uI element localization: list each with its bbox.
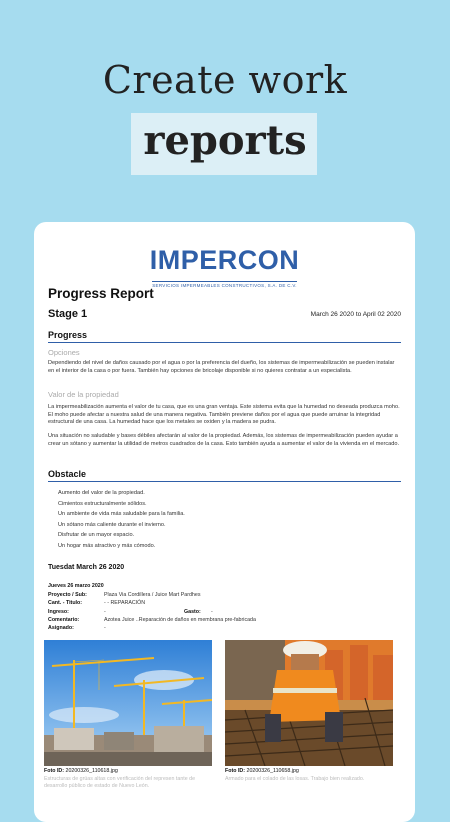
field-label: Gasto: bbox=[184, 609, 201, 615]
opciones-paragraph: Dependiendo del nivel de daños causado por el agua o por la preferencia del dueño, los sistemas de impermeabilización se pueden instalar en el interior de la casa o por fuera. También hay opciones de bricolaje disponible si no quieres contratar a un especialista. bbox=[48, 360, 395, 374]
list-item: Un hogar más atractivo y más cómodo. bbox=[58, 542, 156, 549]
field-label: Proyecto / Sub: bbox=[48, 592, 87, 598]
logo-subtitle: SERVICIOS IMPERMEABLES CONSTRUCTIVOS, S.A. DE C.V. bbox=[152, 283, 297, 288]
field-label: Asignado: bbox=[48, 625, 74, 631]
field-value: - - REPARACIÓN bbox=[104, 600, 146, 606]
report-preview-card bbox=[34, 222, 415, 822]
list-item: Un ambiente de vida más saludable para la familia. bbox=[58, 511, 185, 517]
field-label: Comentario: bbox=[48, 617, 80, 623]
photo-rebar-worker[interactable] bbox=[225, 640, 393, 766]
logo-name: IMPERCON bbox=[149, 245, 300, 275]
field-value: Plaza Via Cordillera / Juice Mart Pardhes bbox=[104, 592, 201, 598]
list-item: Cimientos estructuralmente sólidos. bbox=[58, 500, 147, 507]
list-item: Un sótano más caliente durante el invierno. bbox=[58, 521, 166, 528]
day-title: Tuesdat March 26 2020 bbox=[48, 564, 125, 571]
list-item: Aumento del valor de la propiedad. bbox=[58, 490, 145, 496]
photo-description: Armado para el colado de las losas. Trabajo bien realizado. bbox=[225, 776, 365, 782]
field-value: Azotea Juice ..Reparación de daños en membrana pre-fabricada bbox=[104, 617, 256, 623]
valor-paragraph-2: Una situación no saludable y bases débiles afectarán al valor de la propiedad. Además, los sistemas de impermeabilización pueden ayudar a crear un sótano y aumentar la utilidad de metros cuadrados de la casa. Esto también ayuda a aumentar el valor de la vivienda en el mercado. bbox=[48, 433, 400, 447]
photo-id-value: 20200326_110618.jpg bbox=[65, 768, 118, 774]
field-value: - bbox=[104, 609, 106, 615]
photo-cranes[interactable] bbox=[44, 640, 212, 766]
photo-id-caption bbox=[44, 768, 118, 774]
hero-title-line2: reports bbox=[143, 117, 307, 164]
valor-subheading: Valor de la propiedad bbox=[48, 390, 119, 399]
report-title: Progress Report bbox=[48, 286, 154, 301]
photo-id-value: 20200326_110658.jpg bbox=[246, 768, 299, 774]
list-item: Disfrutar de un mayor espacio. bbox=[58, 532, 135, 538]
obstacle-list bbox=[58, 488, 185, 551]
obstacle-heading: Obstacle bbox=[48, 469, 401, 482]
opciones-subheading: Opciones bbox=[48, 348, 80, 357]
field-value: - bbox=[211, 609, 213, 615]
stage-date-range: March 26 2020 to April 02 2020 bbox=[310, 311, 401, 318]
photo-id-caption bbox=[225, 768, 299, 774]
stage-title: Stage 1 bbox=[48, 308, 88, 320]
valor-paragraph-1: La impermeabilización aumenta el valor de tu casa, que es una gran ventaja. Este sistema evita que la humedad no deseada produzca moho. El moho puede afectar a nuestra salud de una manera negativa. También previene daños por el agua que puede arruinar la integridad estructural de una casa. La humedad hace que los metales se oxiden y la madera se pudra. bbox=[48, 404, 400, 426]
progress-heading: Progress bbox=[48, 330, 401, 343]
field-label: Cant. - Titulo: bbox=[48, 600, 83, 606]
field-label: Ingreso: bbox=[48, 609, 69, 615]
photo-id-label: Foto ID: bbox=[44, 768, 65, 774]
entry-date: Jueves 26 marzo 2020 bbox=[48, 583, 104, 589]
photo-id-label: Foto ID: bbox=[225, 768, 246, 774]
field-value: - bbox=[104, 625, 106, 631]
hero-title-line1: Create work bbox=[102, 58, 348, 102]
photo-description: Estructuras de grúas altas con verificación del represen tante de desarrollo público de estado de Nuevo León. bbox=[44, 776, 196, 789]
